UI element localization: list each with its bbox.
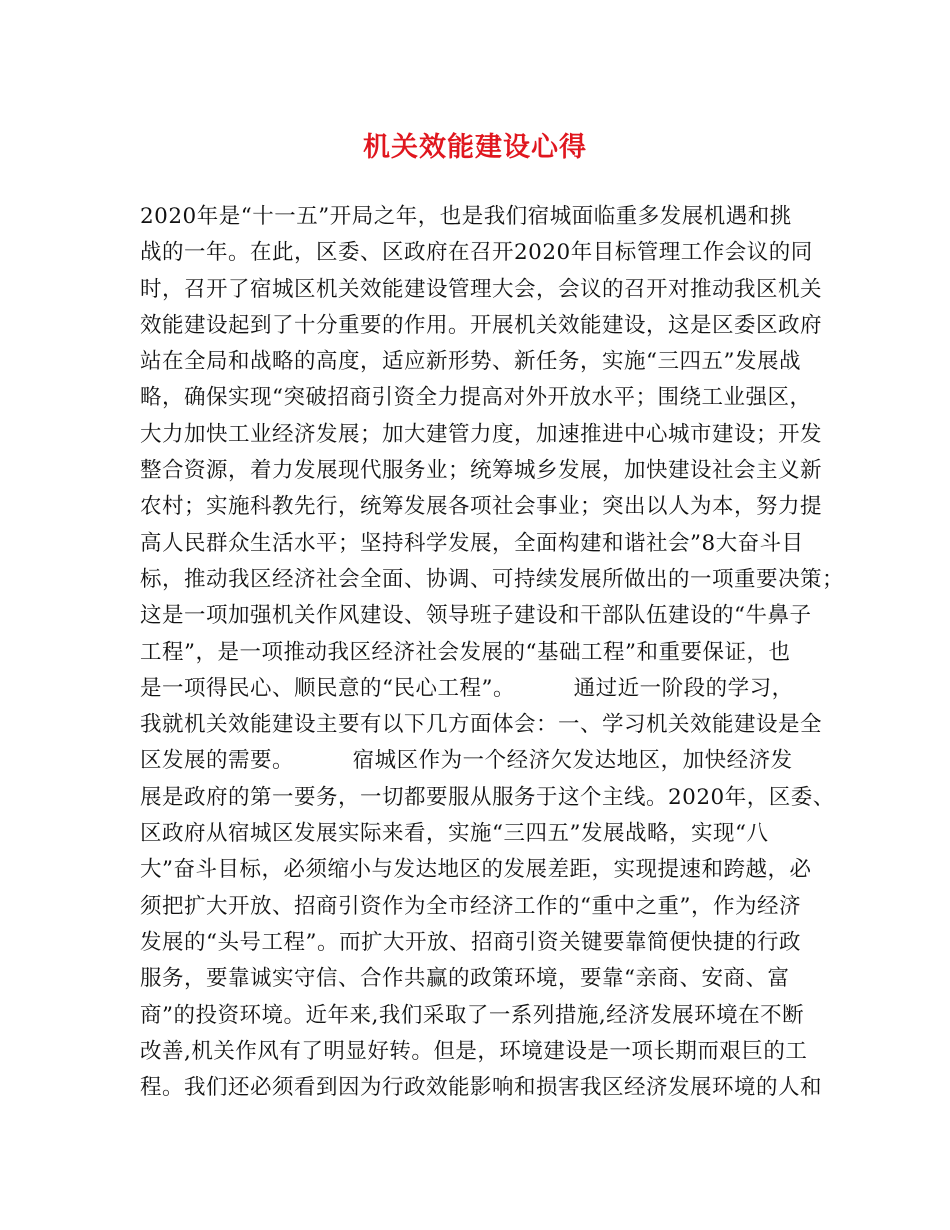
body-text-line: 展是政府的第一要务，一切都要服从服务于这个主线。2020年，区委、 (140, 784, 835, 810)
body-text-line: 程。我们还必须看到因为行政效能影响和损害我区经济发展环境的人和 (140, 1075, 823, 1101)
body-text-line: 战的一年。在此，区委、区政府在召开2020年目标管理工作会议的同 (140, 240, 813, 266)
body-text-line: 2020年是“十一五”开局之年，也是我们宿城面临重多发展机遇和挑 (140, 204, 792, 229)
body-text-line: 站在全局和战略的高度，适应新形势、新任务，实施“三四五”发展战 (140, 349, 801, 375)
body-text-line: 这是一项加强机关作风建设、领导班子建设和干部队伍建设的“牛鼻子 (140, 603, 812, 629)
body-text-line: 我就机关效能建设主要有以下几方面体会：一、学习机关效能建设是全 (140, 712, 823, 738)
body-text-line: 略，确保实现“突破招商引资全力提高对外开放水平；围绕工业强区， (140, 385, 812, 411)
body-text-line: 效能建设起到了十分重要的作用。开展机关效能建设，这是区委区政府 (140, 312, 823, 338)
body-text-line: 高人民群众生活水平；坚持科学发展，全面构建和谐社会”8大奋斗目 (140, 530, 804, 556)
body-text-line: 服务，要靠诚实守信、合作共赢的政策环境，要靠“亲商、安商、富 (140, 966, 790, 992)
body-text-line: 发展的“头号工程”。而扩大开放、招商引资关键要靠简便快捷的行政 (140, 929, 801, 955)
document-body (140, 199, 845, 1106)
body-text-line: 须把扩大开放、招商引资作为全市经济工作的“重中之重”，作为经济 (140, 893, 801, 919)
document-title: 机关效能建设心得 (363, 132, 587, 163)
body-text-line: 商”的投资环境。近年来,我们采取了一系列措施,经济发展环境在不断 (140, 1002, 805, 1028)
body-text-line: 是一项得民心、顺民意的“民心工程”。 通过近一阶段的学习， (140, 675, 794, 701)
body-text-line: 大力加快工业经济发展；加大建管力度，加速推进中心城市建设；开发 (140, 421, 823, 447)
body-text-line: 大”奋斗目标，必须缩小与发达地区的发展差距，实现提速和跨越，必 (140, 857, 812, 883)
body-text-line: 农村；实施科教先行，统筹发展各项社会事业；突出以人为本，努力提 (140, 494, 823, 520)
body-text-line: 区政府从宿城区发展实际来看，实施“三四五”发展战略，实现“八 (140, 821, 769, 847)
body-text-line: 整合资源，着力发展现代服务业；统筹城乡发展，加快建设社会主义新 (140, 458, 823, 484)
body-text-line: 标，推动我区经济社会全面、协调、可持续发展所做出的一项重要决策； (140, 566, 845, 592)
body-text-line: 改善,机关作风有了明显好转。但是，环境建设是一项长期而艰巨的工 (140, 1038, 808, 1064)
body-text-line: 区发展的需要。 宿城区作为一个经济欠发达地区，加快经济发 (140, 748, 793, 774)
body-text-line: 时，召开了宿城区机关效能建设管理大会，会议的召开对推动我区机关 (140, 276, 823, 302)
body-text-line: 工程”，是一项推动我区经济社会发展的“基础工程”和重要保证，也 (140, 639, 791, 665)
